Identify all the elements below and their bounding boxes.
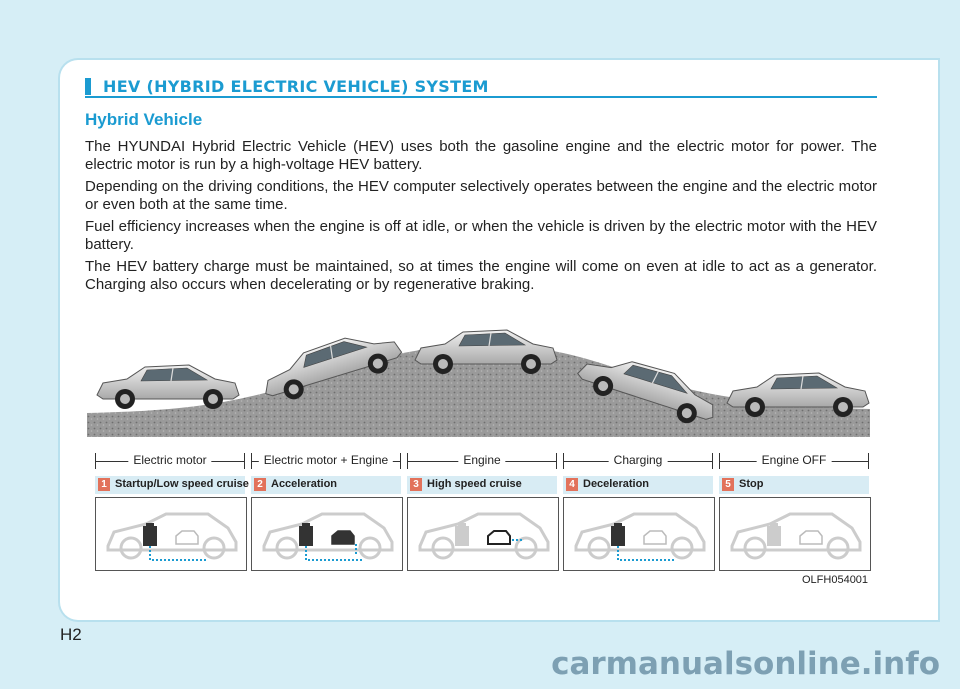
paragraph: Fuel efficiency increases when the engine is off at idle, or when the vehicle is driven by the electric motor with the HEV battery. (85, 218, 877, 253)
car-outline-icon (264, 514, 392, 558)
paragraph: Depending on the driving conditions, the HEV computer selectively operates between the engine and the electric motor or even both at the same time. (85, 178, 877, 213)
battery-icon (455, 523, 469, 546)
section-title: HEV (HYBRID ELECTRIC VEHICLE) SYSTEM (103, 77, 489, 96)
mode-label-stop (719, 476, 869, 494)
mode-label-deceleration (563, 476, 713, 494)
power-source-label: Engine OFF (757, 453, 832, 467)
figure-code: OLFH054001 (802, 574, 869, 586)
power-source-label: Electric motor + Engine (259, 453, 393, 467)
mode-number-badge: 1 (98, 478, 110, 491)
engine-icon (332, 531, 354, 544)
mode-row (95, 476, 870, 494)
battery-icon (299, 523, 313, 546)
mode-number-badge: 2 (254, 478, 266, 491)
mode-number-badge: 3 (410, 478, 422, 491)
car-outline-icon (732, 514, 860, 558)
mode-label-startup (95, 476, 249, 494)
mode-label-high-speed (407, 476, 557, 494)
mode-label: High speed cruise (427, 478, 522, 490)
power-source-segment (251, 452, 401, 470)
engine-icon (488, 531, 510, 544)
battery-icon (611, 523, 625, 546)
power-source-segment (563, 452, 713, 470)
car-outline-icon (576, 514, 704, 558)
section-header (85, 78, 877, 98)
header-accent-bar (85, 78, 91, 95)
engine-icon (800, 531, 822, 544)
car-outline-icon (108, 514, 236, 558)
mode-diagram-startup (95, 497, 247, 571)
mode-diagram-deceleration (563, 497, 715, 571)
mode-diagram-high-speed (407, 497, 559, 571)
mode-label: Deceleration (583, 478, 650, 490)
body-text (85, 138, 877, 298)
mode-label-acceleration (251, 476, 401, 494)
power-flow-icon (618, 546, 674, 560)
car-outline-icon (420, 514, 548, 558)
mode-number-badge: 4 (566, 478, 578, 491)
power-source-segment (719, 452, 869, 470)
battery-icon (767, 523, 781, 546)
paragraph: The HYUNDAI Hybrid Electric Vehicle (HEV) uses both the gasoline engine and the electric motor for power. The electric motor is run by a high-voltage HEV battery. (85, 138, 877, 173)
mode-diagram-stop (719, 497, 871, 571)
power-source-label: Engine (458, 453, 505, 467)
power-source-label: Electric motor (128, 453, 211, 467)
mode-label: Startup/Low speed cruise (115, 478, 249, 490)
sub-title: Hybrid Vehicle (85, 110, 203, 129)
power-source-row (95, 452, 870, 470)
engine-icon (176, 531, 198, 544)
mode-label: Acceleration (271, 478, 338, 490)
page-number: H2 (60, 625, 82, 644)
mode-diagram-acceleration (251, 497, 403, 571)
paragraph: The HEV battery charge must be maintained, so at times the engine will come on even at idle to act as a generator. Charging also occurs when decelerating or by regenerative braking. (85, 258, 877, 293)
watermark: carmanualsonline.info (551, 646, 940, 682)
power-flow-icon (306, 544, 362, 560)
hill-driving-illustration (87, 325, 870, 437)
engine-icon (644, 531, 666, 544)
power-source-segment (95, 452, 245, 470)
mode-number-badge: 5 (722, 478, 734, 491)
mode-diagrams (95, 497, 870, 571)
battery-icon (143, 523, 157, 546)
mode-label: Stop (739, 478, 764, 490)
power-flow-icon (150, 546, 206, 560)
power-source-segment (407, 452, 557, 470)
power-source-label: Charging (609, 453, 668, 467)
